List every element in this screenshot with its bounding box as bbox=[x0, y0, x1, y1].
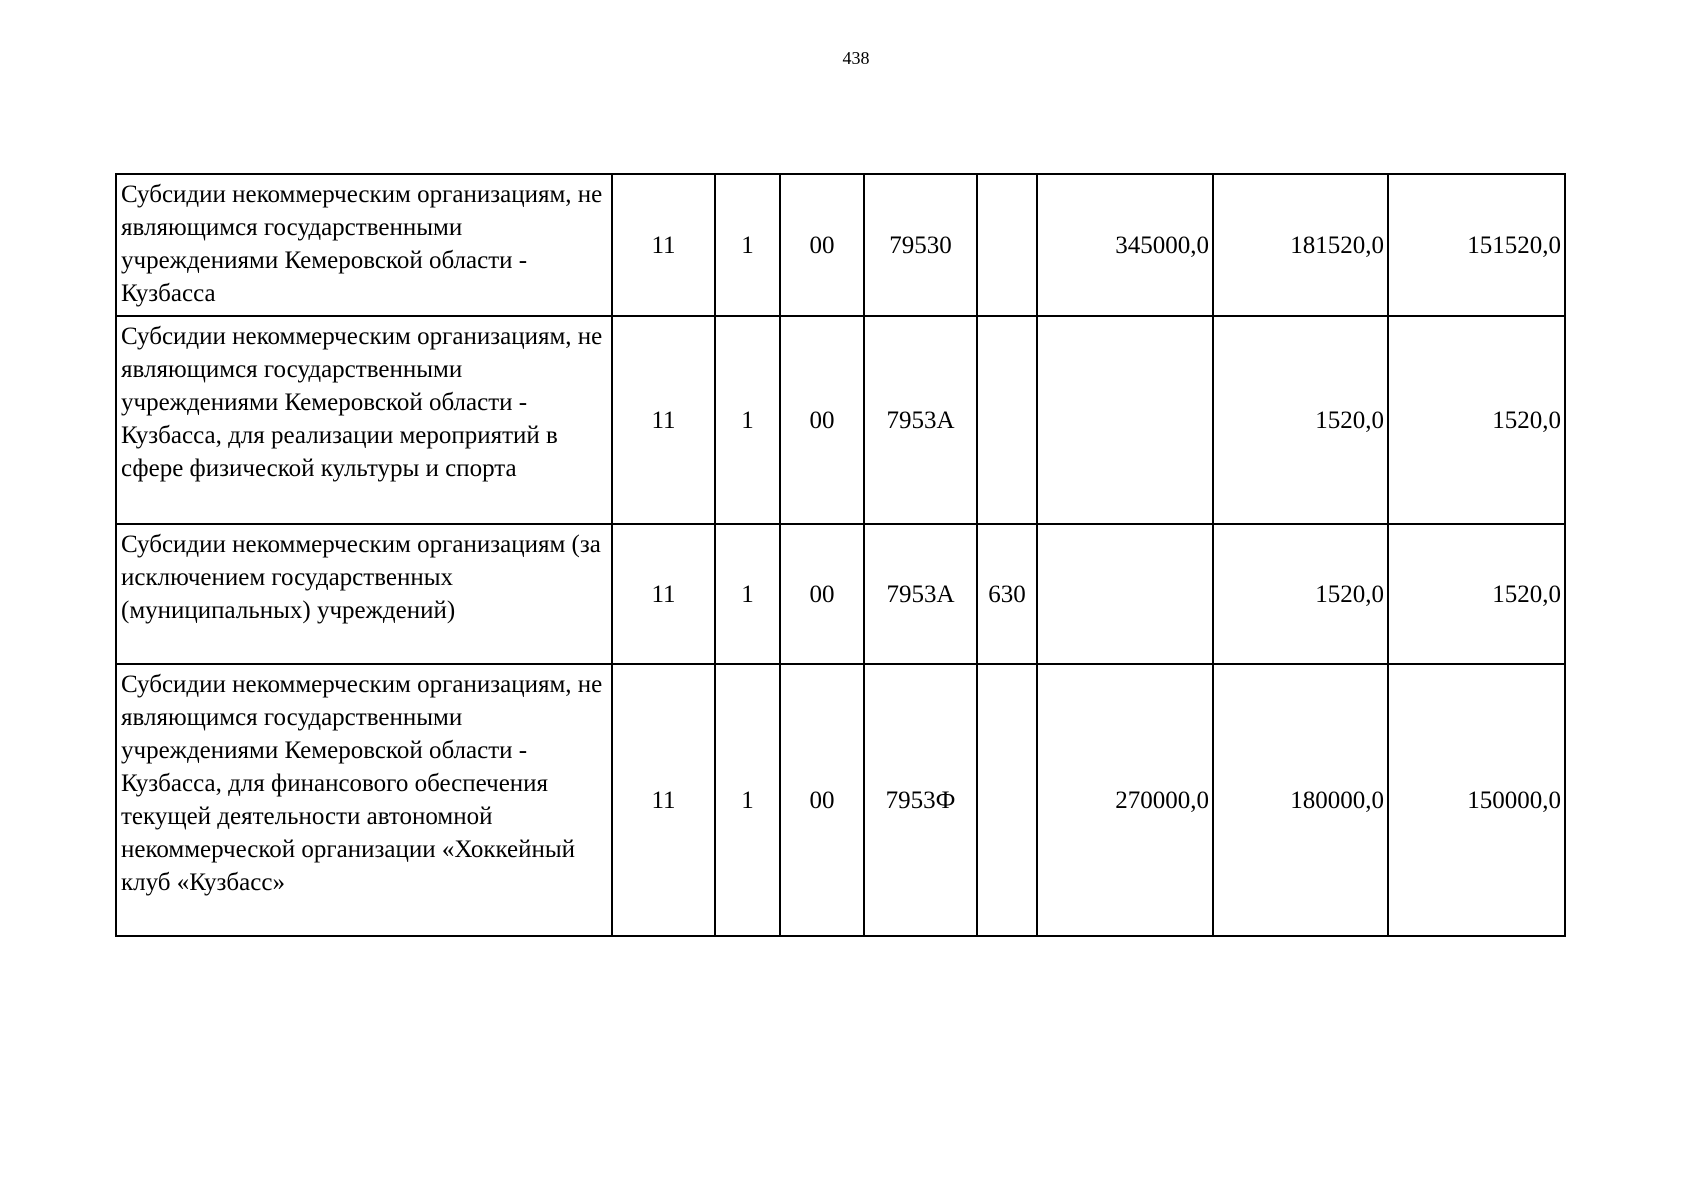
row-name: Субсидии некоммерческим организациям, не являющимся государственными учреждениями Кемеровской области - Кузбасса, для финансового обеспечения текущей деятельности автономной некоммерческой организации «Хоккейный клуб «Кузбасс» bbox=[116, 664, 612, 936]
expense-type-code: 630 bbox=[977, 524, 1037, 664]
subprogram-code: 00 bbox=[780, 174, 864, 316]
budget-table bbox=[115, 173, 1566, 937]
table-row bbox=[116, 174, 1565, 316]
subprogram-code: 00 bbox=[780, 524, 864, 664]
amount-2: 180000,0 bbox=[1213, 664, 1388, 936]
table-row bbox=[116, 316, 1565, 524]
amount-3: 150000,0 bbox=[1388, 664, 1565, 936]
amount-2: 181520,0 bbox=[1213, 174, 1388, 316]
expense-type-code bbox=[977, 174, 1037, 316]
row-name: Субсидии некоммерческим организациям, не являющимся государственными учреждениями Кемеровской области - Кузбасса, для реализации мероприятий в сфере физической культуры и спорта bbox=[116, 316, 612, 524]
subprogram-code: 00 bbox=[780, 664, 864, 936]
amount-3: 1520,0 bbox=[1388, 524, 1565, 664]
table-row bbox=[116, 664, 1565, 936]
page-number: 438 bbox=[842, 48, 870, 68]
amount-1: 345000,0 bbox=[1037, 174, 1213, 316]
row-name: Субсидии некоммерческим организациям, не являющимся государственными учреждениями Кемеровской области - Кузбасса bbox=[116, 174, 612, 316]
amount-3: 1520,0 bbox=[1388, 316, 1565, 524]
amount-1: 270000,0 bbox=[1037, 664, 1213, 936]
amount-2: 1520,0 bbox=[1213, 524, 1388, 664]
target-code: 7953А bbox=[864, 316, 977, 524]
section-code: 11 bbox=[612, 174, 715, 316]
expense-type-code bbox=[977, 316, 1037, 524]
row-name: Субсидии некоммерческим организациям (за исключением государственных (муниципальных) учреждений) bbox=[116, 524, 612, 664]
program-code: 1 bbox=[715, 664, 780, 936]
subprogram-code: 00 bbox=[780, 316, 864, 524]
amount-1 bbox=[1037, 524, 1213, 664]
section-code: 11 bbox=[612, 316, 715, 524]
target-code: 79530 bbox=[864, 174, 977, 316]
target-code: 7953А bbox=[864, 524, 977, 664]
target-code: 7953Ф bbox=[864, 664, 977, 936]
amount-3: 151520,0 bbox=[1388, 174, 1565, 316]
program-code: 1 bbox=[715, 524, 780, 664]
amount-2: 1520,0 bbox=[1213, 316, 1388, 524]
amount-1 bbox=[1037, 316, 1213, 524]
section-code: 11 bbox=[612, 524, 715, 664]
table-row bbox=[116, 524, 1565, 664]
expense-type-code bbox=[977, 664, 1037, 936]
section-code: 11 bbox=[612, 664, 715, 936]
program-code: 1 bbox=[715, 174, 780, 316]
program-code: 1 bbox=[715, 316, 780, 524]
